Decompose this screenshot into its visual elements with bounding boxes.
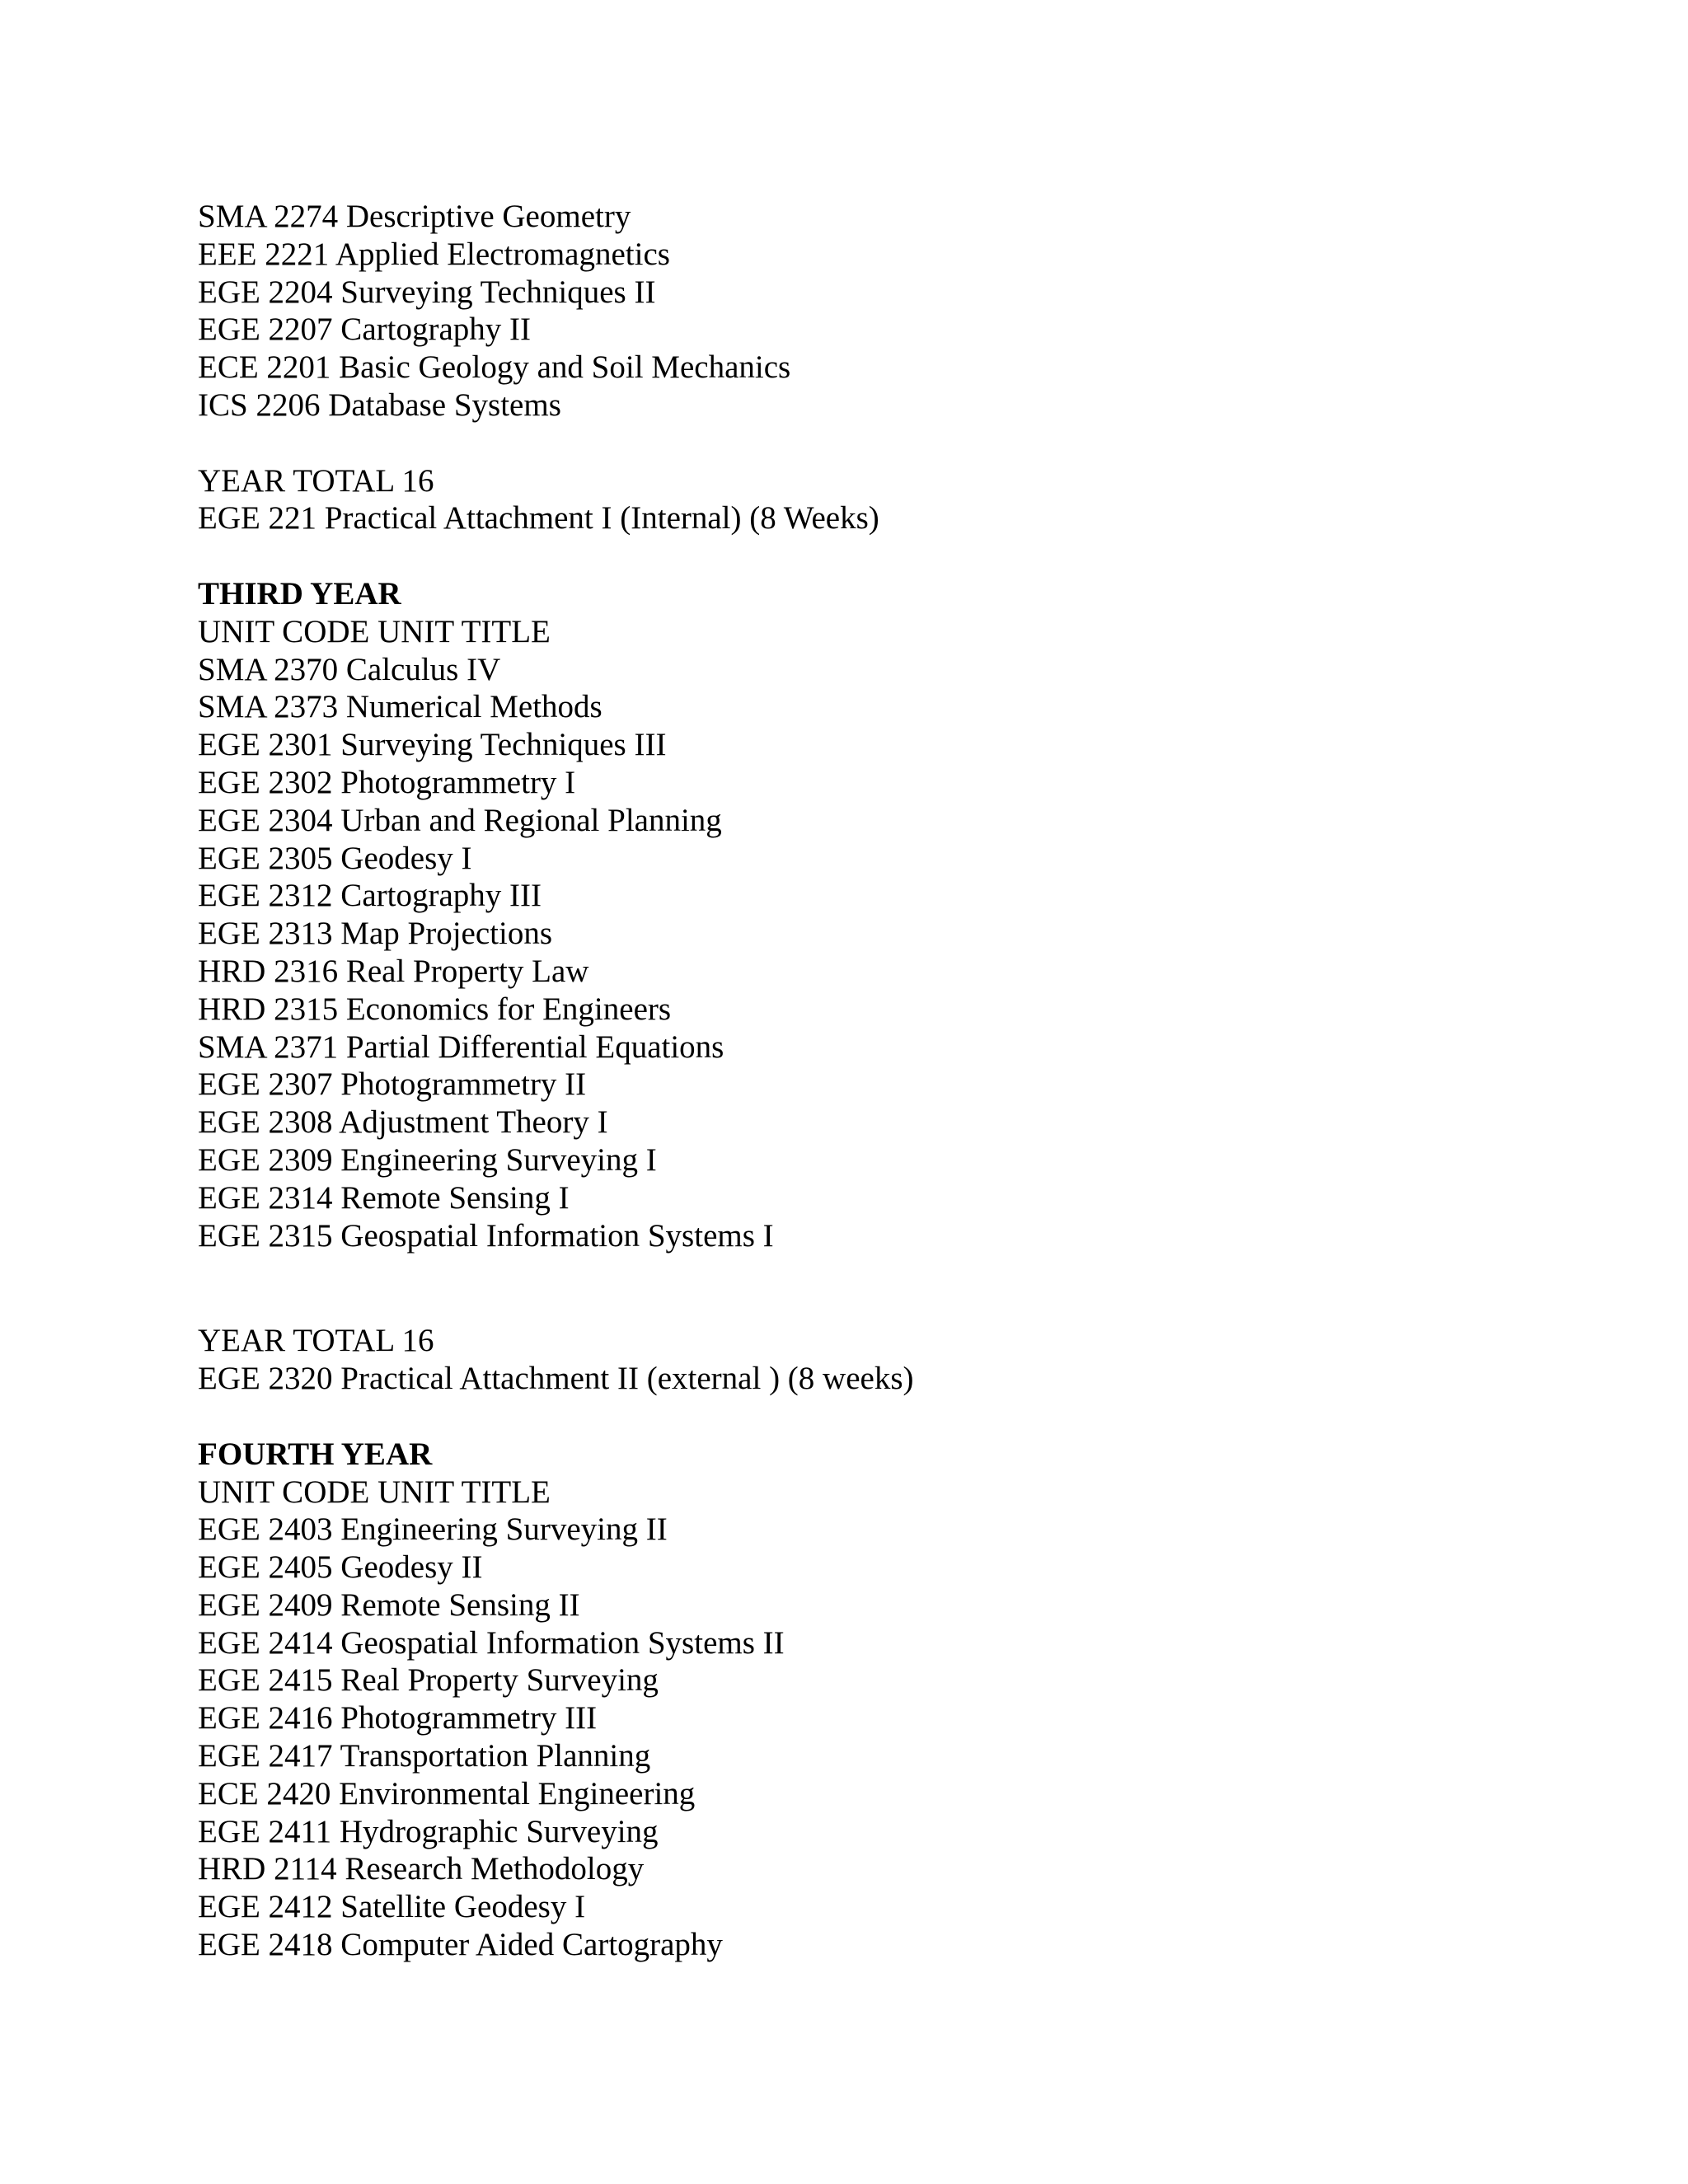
- unit-line: SMA 2371 Partial Differential Equations: [198, 1029, 724, 1065]
- unit-line: EGE 2301 Surveying Techniques III: [198, 727, 667, 763]
- unit-line: EGE 2418 Computer Aided Cartography: [198, 1927, 723, 1963]
- unit-line: ECE 2201 Basic Geology and Soil Mechanics: [198, 349, 791, 386]
- third-year-unit-list: [198, 651, 1517, 1255]
- unit-line: EGE 2308 Adjustment Theory I: [198, 1104, 608, 1141]
- unit-line: EGE 2305 Geodesy I: [198, 840, 472, 876]
- section-heading-third-year: THIRD YEAR: [198, 575, 401, 612]
- unit-line: EGE 2403 Engineering Surveying II: [198, 1511, 668, 1548]
- unit-line: SMA 2373 Numerical Methods: [198, 689, 603, 725]
- document-body: [198, 198, 1517, 1964]
- unit-line: HRD 2315 Economics for Engineers: [198, 991, 672, 1027]
- second-year-unit-list: [198, 198, 1517, 424]
- year-total: YEAR TOTAL 16: [198, 462, 434, 499]
- unit-line: EGE 2302 Photogrammetry I: [198, 764, 576, 800]
- unit-line: EGE 2416 Photogrammetry III: [198, 1700, 598, 1736]
- practical-attachment: EGE 221 Practical Attachment I (Internal) (8 Weeks): [198, 500, 879, 537]
- unit-line: ICS 2206 Database Systems: [198, 387, 561, 423]
- unit-line: EGE 2314 Remote Sensing I: [198, 1179, 570, 1216]
- section-heading-fourth-year: FOURTH YEAR: [198, 1436, 433, 1472]
- spacer: [198, 1398, 1517, 1436]
- unit-line: EGE 2315 Geospatial Information Systems I: [198, 1217, 774, 1254]
- spacer: [198, 424, 1517, 462]
- unit-line: EGE 2304 Urban and Regional Planning: [198, 802, 722, 838]
- unit-line: HRD 2114 Research Methodology: [198, 1851, 645, 1887]
- unit-line: ECE 2420 Environmental Engineering: [198, 1775, 696, 1811]
- unit-line: EGE 2313 Map Projections: [198, 916, 553, 952]
- column-header: UNIT CODE UNIT TITLE: [198, 1474, 551, 1510]
- unit-line: EGE 2307 Photogrammetry II: [198, 1066, 587, 1103]
- column-header: UNIT CODE UNIT TITLE: [198, 613, 551, 649]
- spacer: [198, 1254, 1517, 1322]
- unit-line: EGE 2412 Satellite Geodesy I: [198, 1889, 586, 1925]
- fourth-year-unit-list: [198, 1511, 1517, 1964]
- unit-line: EEE 2221 Applied Electromagnetics: [198, 236, 670, 272]
- unit-line: EGE 2204 Surveying Techniques II: [198, 274, 656, 310]
- unit-line: EGE 2409 Remote Sensing II: [198, 1586, 580, 1623]
- practical-attachment: EGE 2320 Practical Attachment II (external ) (8 weeks): [198, 1361, 914, 1397]
- unit-line: EGE 2207 Cartography II: [198, 312, 531, 348]
- unit-line: EGE 2415 Real Property Surveying: [198, 1662, 659, 1699]
- unit-line: EGE 2309 Engineering Surveying I: [198, 1141, 657, 1178]
- unit-line: HRD 2316 Real Property Law: [198, 953, 589, 989]
- unit-line: EGE 2312 Cartography III: [198, 878, 542, 914]
- year-total: YEAR TOTAL 16: [198, 1323, 434, 1359]
- unit-line: SMA 2274 Descriptive Geometry: [198, 199, 631, 234]
- unit-line: EGE 2411 Hydrographic Surveying: [198, 1813, 659, 1849]
- unit-line: SMA 2370 Calculus IV: [198, 651, 501, 687]
- unit-line: EGE 2414 Geospatial Information Systems II: [198, 1624, 785, 1661]
- unit-line: EGE 2405 Geodesy II: [198, 1549, 483, 1586]
- spacer: [198, 537, 1517, 575]
- unit-line: EGE 2417 Transportation Planning: [198, 1738, 651, 1774]
